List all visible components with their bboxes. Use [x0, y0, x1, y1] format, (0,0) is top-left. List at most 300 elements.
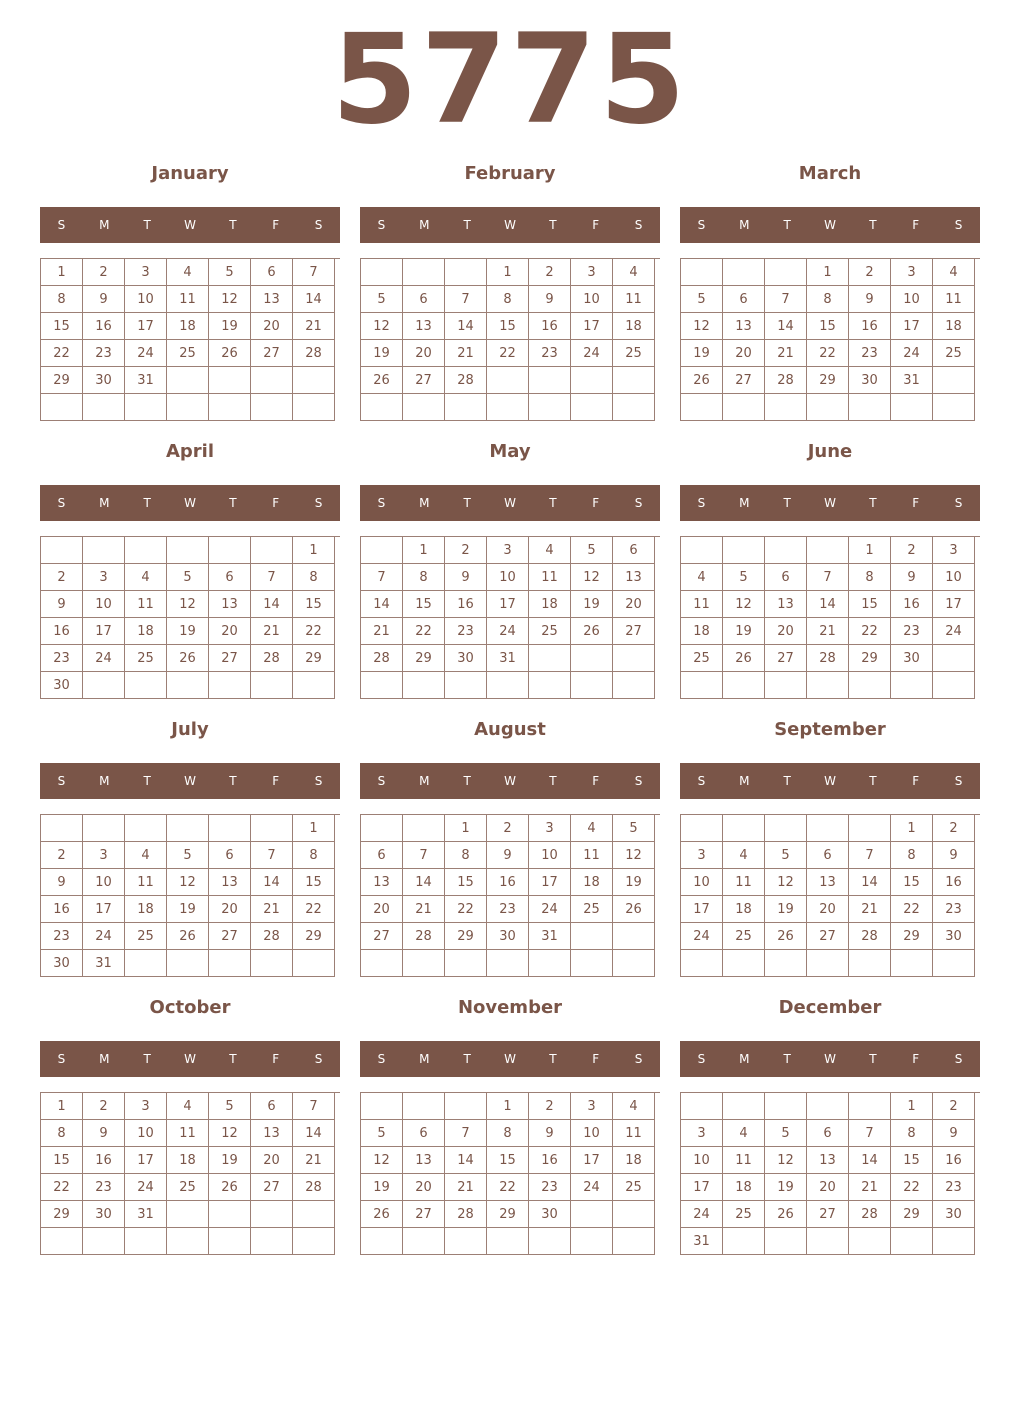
weekday-label: S — [314, 774, 323, 788]
day-cell: 25 — [933, 340, 975, 367]
day-cell: 15 — [891, 869, 933, 896]
day-cell: 23 — [529, 340, 571, 367]
weekday-label: F — [272, 774, 280, 788]
day-cell: 30 — [83, 1201, 125, 1228]
day-cell: 1 — [293, 537, 335, 564]
day-cell: 20 — [251, 313, 293, 340]
day-cell: 30 — [41, 950, 83, 977]
day-cell: 13 — [209, 869, 251, 896]
day-cell: 26 — [723, 645, 765, 672]
weekday-label: W — [824, 774, 836, 788]
day-cell: 29 — [293, 645, 335, 672]
day-cell: 6 — [403, 286, 445, 313]
day-cell — [723, 537, 765, 564]
day-cell: 20 — [403, 1174, 445, 1201]
day-cell: 26 — [613, 896, 655, 923]
weekday-label: W — [824, 496, 836, 510]
day-cell: 11 — [167, 286, 209, 313]
weekday-label: S — [377, 496, 386, 510]
day-cell: 25 — [125, 923, 167, 950]
day-cell: 6 — [361, 842, 403, 869]
day-cell — [361, 1228, 403, 1255]
day-cell — [849, 1228, 891, 1255]
day-cell — [293, 1228, 335, 1255]
day-cell — [167, 394, 209, 421]
day-cell: 13 — [807, 1147, 849, 1174]
day-grid — [680, 536, 980, 699]
day-cell — [723, 1093, 765, 1120]
day-cell — [251, 950, 293, 977]
day-cell: 8 — [487, 286, 529, 313]
day-cell: 15 — [41, 313, 83, 340]
day-cell: 9 — [83, 286, 125, 313]
day-cell: 27 — [251, 340, 293, 367]
day-cell: 8 — [445, 842, 487, 869]
day-cell: 12 — [361, 313, 403, 340]
day-cell — [293, 394, 335, 421]
day-cell: 19 — [361, 1174, 403, 1201]
day-cell: 8 — [807, 286, 849, 313]
day-cell: 5 — [571, 537, 613, 564]
day-cell — [765, 1093, 807, 1120]
day-cell: 10 — [487, 564, 529, 591]
day-cell — [41, 1228, 83, 1255]
day-cell: 9 — [933, 1120, 975, 1147]
day-cell — [681, 815, 723, 842]
day-cell — [209, 815, 251, 842]
day-cell: 10 — [529, 842, 571, 869]
weekday-header — [680, 763, 980, 799]
day-cell: 15 — [403, 591, 445, 618]
day-cell — [613, 950, 655, 977]
day-cell: 28 — [765, 367, 807, 394]
day-cell — [361, 672, 403, 699]
day-cell: 23 — [933, 896, 975, 923]
day-cell: 19 — [209, 313, 251, 340]
day-cell — [41, 815, 83, 842]
day-cell: 8 — [891, 1120, 933, 1147]
day-cell — [487, 1228, 529, 1255]
day-cell: 5 — [167, 564, 209, 591]
weekday-header — [40, 485, 340, 521]
day-cell — [529, 672, 571, 699]
day-cell: 11 — [571, 842, 613, 869]
day-cell — [765, 815, 807, 842]
day-cell: 12 — [209, 286, 251, 313]
day-cell: 16 — [529, 313, 571, 340]
weekday-label: T — [783, 1052, 791, 1066]
day-cell: 29 — [807, 367, 849, 394]
month-name: August — [474, 719, 546, 740]
day-cell: 7 — [807, 564, 849, 591]
day-cell: 17 — [83, 896, 125, 923]
day-cell: 17 — [487, 591, 529, 618]
day-cell — [571, 923, 613, 950]
day-cell: 2 — [445, 537, 487, 564]
day-cell: 27 — [765, 645, 807, 672]
weekday-label: M — [419, 496, 430, 510]
day-cell — [849, 950, 891, 977]
day-cell: 31 — [125, 367, 167, 394]
day-cell: 19 — [167, 896, 209, 923]
day-cell: 20 — [403, 340, 445, 367]
day-cell: 5 — [613, 815, 655, 842]
day-cell: 11 — [613, 1120, 655, 1147]
day-cell — [681, 672, 723, 699]
day-cell — [361, 259, 403, 286]
weekday-label: T — [869, 1052, 877, 1066]
day-cell: 6 — [251, 1093, 293, 1120]
weekday-label: S — [697, 218, 706, 232]
weekday-label: W — [184, 218, 196, 232]
weekday-label: T — [549, 496, 557, 510]
day-cell: 9 — [933, 842, 975, 869]
day-cell — [83, 394, 125, 421]
day-cell: 17 — [681, 1174, 723, 1201]
day-cell: 21 — [445, 340, 487, 367]
day-cell: 4 — [681, 564, 723, 591]
day-cell — [891, 950, 933, 977]
weekday-label: F — [592, 774, 600, 788]
weekday-label: S — [954, 774, 963, 788]
day-cell: 26 — [167, 645, 209, 672]
day-cell — [251, 367, 293, 394]
day-cell: 7 — [293, 1093, 335, 1120]
weekday-label: W — [504, 496, 516, 510]
day-cell: 12 — [167, 869, 209, 896]
day-cell: 27 — [251, 1174, 293, 1201]
day-cell: 31 — [487, 645, 529, 672]
day-cell — [83, 1228, 125, 1255]
day-cell: 26 — [209, 1174, 251, 1201]
day-cell: 7 — [361, 564, 403, 591]
day-cell: 12 — [681, 313, 723, 340]
day-cell: 7 — [293, 259, 335, 286]
day-cell: 25 — [167, 340, 209, 367]
day-cell: 6 — [613, 537, 655, 564]
day-cell: 30 — [891, 645, 933, 672]
day-cell: 2 — [41, 564, 83, 591]
day-cell — [765, 672, 807, 699]
day-cell: 18 — [613, 313, 655, 340]
day-cell: 17 — [83, 618, 125, 645]
day-cell: 6 — [209, 564, 251, 591]
day-cell: 1 — [41, 259, 83, 286]
month-name: October — [149, 997, 231, 1018]
day-cell: 2 — [41, 842, 83, 869]
day-cell — [681, 537, 723, 564]
day-cell: 7 — [251, 842, 293, 869]
day-cell: 9 — [41, 591, 83, 618]
day-cell: 29 — [403, 645, 445, 672]
day-cell — [891, 394, 933, 421]
day-cell: 16 — [487, 869, 529, 896]
weekday-label: S — [954, 218, 963, 232]
weekday-header — [40, 763, 340, 799]
day-cell: 14 — [251, 591, 293, 618]
day-cell: 7 — [849, 842, 891, 869]
day-cell: 8 — [487, 1120, 529, 1147]
day-cell — [445, 1228, 487, 1255]
day-cell: 24 — [529, 896, 571, 923]
day-cell: 14 — [293, 286, 335, 313]
day-cell: 10 — [891, 286, 933, 313]
weekday-header — [40, 207, 340, 243]
weekday-label: T — [229, 1052, 237, 1066]
day-cell — [807, 1228, 849, 1255]
day-cell: 13 — [361, 869, 403, 896]
day-cell: 14 — [849, 1147, 891, 1174]
day-cell — [293, 367, 335, 394]
day-cell: 21 — [403, 896, 445, 923]
day-cell — [209, 1201, 251, 1228]
day-cell: 14 — [361, 591, 403, 618]
day-grid — [40, 536, 340, 699]
day-cell: 21 — [765, 340, 807, 367]
day-cell: 6 — [723, 286, 765, 313]
weekday-label: T — [463, 218, 471, 232]
day-cell: 22 — [293, 618, 335, 645]
weekday-label: M — [419, 218, 430, 232]
day-cell: 13 — [209, 591, 251, 618]
day-cell — [933, 394, 975, 421]
day-cell — [445, 950, 487, 977]
day-cell: 12 — [361, 1147, 403, 1174]
day-cell — [613, 923, 655, 950]
day-cell — [403, 259, 445, 286]
day-cell — [765, 394, 807, 421]
day-cell — [529, 394, 571, 421]
weekday-label: M — [739, 218, 750, 232]
day-cell: 21 — [293, 313, 335, 340]
day-cell: 24 — [571, 1174, 613, 1201]
weekday-label: M — [99, 218, 110, 232]
day-cell: 17 — [933, 591, 975, 618]
day-cell: 4 — [167, 1093, 209, 1120]
weekday-label: S — [697, 496, 706, 510]
day-cell: 4 — [125, 842, 167, 869]
day-cell: 11 — [529, 564, 571, 591]
day-cell: 10 — [125, 286, 167, 313]
day-cell: 27 — [807, 923, 849, 950]
day-cell: 30 — [933, 923, 975, 950]
weekday-label: S — [954, 496, 963, 510]
day-cell — [167, 1201, 209, 1228]
day-cell: 28 — [849, 923, 891, 950]
day-cell: 28 — [445, 1201, 487, 1228]
day-cell: 29 — [41, 367, 83, 394]
weekday-label: F — [272, 496, 280, 510]
day-cell: 10 — [681, 1147, 723, 1174]
day-cell — [125, 672, 167, 699]
day-cell: 24 — [83, 645, 125, 672]
day-cell: 6 — [403, 1120, 445, 1147]
day-cell: 29 — [891, 1201, 933, 1228]
day-cell: 24 — [933, 618, 975, 645]
day-cell: 7 — [765, 286, 807, 313]
weekday-label: S — [57, 1052, 66, 1066]
day-cell: 3 — [681, 1120, 723, 1147]
day-cell: 24 — [891, 340, 933, 367]
day-cell — [293, 672, 335, 699]
day-cell: 25 — [723, 923, 765, 950]
day-cell: 17 — [571, 1147, 613, 1174]
day-cell: 16 — [933, 869, 975, 896]
day-cell: 17 — [571, 313, 613, 340]
weekday-label: F — [912, 774, 920, 788]
day-cell — [613, 645, 655, 672]
day-cell: 26 — [765, 923, 807, 950]
day-cell: 29 — [891, 923, 933, 950]
weekday-label: M — [419, 774, 430, 788]
day-cell: 11 — [933, 286, 975, 313]
day-cell — [529, 950, 571, 977]
day-cell: 28 — [445, 367, 487, 394]
day-cell: 15 — [293, 869, 335, 896]
year-title: 5775 — [331, 8, 689, 152]
weekday-label: F — [912, 496, 920, 510]
day-cell: 4 — [167, 259, 209, 286]
day-cell: 12 — [765, 1147, 807, 1174]
day-cell: 2 — [933, 1093, 975, 1120]
day-cell: 5 — [723, 564, 765, 591]
day-cell — [209, 394, 251, 421]
day-cell: 19 — [765, 1174, 807, 1201]
day-cell: 28 — [251, 923, 293, 950]
weekday-label: T — [463, 1052, 471, 1066]
day-grid — [680, 814, 980, 977]
day-cell — [487, 950, 529, 977]
day-cell: 21 — [293, 1147, 335, 1174]
day-cell: 22 — [293, 896, 335, 923]
day-cell: 13 — [723, 313, 765, 340]
day-cell — [83, 537, 125, 564]
day-cell: 9 — [445, 564, 487, 591]
day-cell: 1 — [891, 815, 933, 842]
day-cell: 7 — [445, 286, 487, 313]
day-cell: 4 — [529, 537, 571, 564]
day-cell: 18 — [613, 1147, 655, 1174]
day-cell: 13 — [807, 869, 849, 896]
day-cell: 12 — [167, 591, 209, 618]
day-cell: 15 — [487, 313, 529, 340]
day-cell: 24 — [125, 340, 167, 367]
day-cell — [723, 815, 765, 842]
day-cell — [209, 367, 251, 394]
day-cell: 5 — [167, 842, 209, 869]
day-cell — [209, 950, 251, 977]
day-cell: 16 — [933, 1147, 975, 1174]
day-cell: 11 — [125, 869, 167, 896]
weekday-label: T — [549, 774, 557, 788]
day-cell — [361, 950, 403, 977]
weekday-label: M — [99, 1052, 110, 1066]
day-cell: 11 — [723, 869, 765, 896]
day-cell — [487, 394, 529, 421]
day-cell: 19 — [765, 896, 807, 923]
month-name: November — [457, 997, 563, 1018]
day-cell: 18 — [167, 1147, 209, 1174]
day-cell: 19 — [681, 340, 723, 367]
day-cell: 24 — [681, 1201, 723, 1228]
day-cell — [723, 1228, 765, 1255]
day-cell: 10 — [83, 591, 125, 618]
day-cell — [403, 1228, 445, 1255]
weekday-label: S — [634, 218, 643, 232]
day-cell: 1 — [891, 1093, 933, 1120]
day-cell: 2 — [891, 537, 933, 564]
day-cell — [723, 394, 765, 421]
day-cell: 3 — [83, 842, 125, 869]
day-cell — [571, 1201, 613, 1228]
day-cell: 24 — [571, 340, 613, 367]
day-cell — [487, 672, 529, 699]
day-grid — [360, 258, 660, 421]
weekday-label: S — [314, 496, 323, 510]
day-cell: 6 — [807, 1120, 849, 1147]
day-cell — [445, 259, 487, 286]
weekday-label: M — [419, 1052, 430, 1066]
day-cell — [807, 950, 849, 977]
day-cell — [933, 1228, 975, 1255]
day-cell: 22 — [891, 1174, 933, 1201]
day-cell — [849, 815, 891, 842]
day-cell — [293, 950, 335, 977]
day-cell: 21 — [849, 1174, 891, 1201]
day-cell — [445, 672, 487, 699]
weekday-label: W — [184, 1052, 196, 1066]
day-cell — [613, 672, 655, 699]
day-cell: 26 — [361, 1201, 403, 1228]
day-cell: 9 — [849, 286, 891, 313]
day-cell — [571, 645, 613, 672]
day-cell: 27 — [361, 923, 403, 950]
day-cell: 9 — [41, 869, 83, 896]
day-cell: 4 — [125, 564, 167, 591]
day-cell: 9 — [83, 1120, 125, 1147]
day-cell — [41, 394, 83, 421]
day-cell: 14 — [403, 869, 445, 896]
day-cell: 1 — [487, 259, 529, 286]
day-cell: 24 — [681, 923, 723, 950]
day-cell — [445, 394, 487, 421]
day-cell: 2 — [849, 259, 891, 286]
day-cell — [681, 259, 723, 286]
day-cell — [849, 1093, 891, 1120]
day-cell — [403, 1093, 445, 1120]
day-cell: 31 — [125, 1201, 167, 1228]
weekday-header — [40, 1041, 340, 1077]
day-cell: 24 — [125, 1174, 167, 1201]
weekday-label: M — [739, 774, 750, 788]
day-cell: 4 — [723, 1120, 765, 1147]
day-cell — [167, 672, 209, 699]
weekday-label: T — [869, 496, 877, 510]
day-cell: 28 — [361, 645, 403, 672]
day-cell: 4 — [613, 259, 655, 286]
day-cell: 18 — [125, 896, 167, 923]
day-cell — [613, 367, 655, 394]
day-cell: 10 — [125, 1120, 167, 1147]
weekday-label: F — [272, 1052, 280, 1066]
day-cell — [361, 537, 403, 564]
day-cell: 20 — [613, 591, 655, 618]
day-cell — [403, 394, 445, 421]
day-cell: 23 — [933, 1174, 975, 1201]
weekday-label: M — [739, 496, 750, 510]
day-cell — [251, 815, 293, 842]
day-cell — [167, 537, 209, 564]
